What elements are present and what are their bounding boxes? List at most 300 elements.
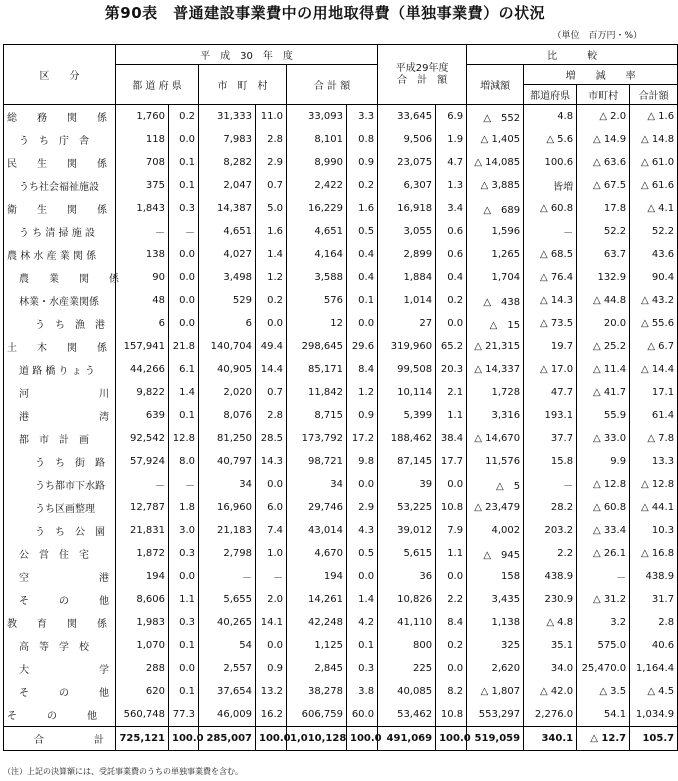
- cell: 8,076: [199, 404, 256, 427]
- cell: 6: [199, 312, 256, 335]
- cell: 9.9: [577, 450, 630, 473]
- cell: △ 33.4: [577, 519, 630, 542]
- table-row: [4, 634, 678, 657]
- cell: △ 3.5: [577, 680, 630, 703]
- cell: 319,960: [378, 335, 436, 358]
- cell: 1.9: [436, 128, 467, 151]
- cell: 800: [378, 634, 436, 657]
- cell: 1.1: [436, 542, 467, 565]
- cell: 42,248: [287, 611, 347, 634]
- cell: 2.2: [436, 588, 467, 611]
- cell: 203.2: [524, 519, 577, 542]
- table-row: [4, 174, 678, 197]
- cell: 1,125: [287, 634, 347, 657]
- cell: 10,826: [378, 588, 436, 611]
- cell: 1,843: [116, 197, 169, 220]
- cell: 37.7: [524, 427, 577, 450]
- cell: 41,110: [378, 611, 436, 634]
- row-label: 大 学: [4, 657, 116, 680]
- row-label: そ の 他: [4, 588, 116, 611]
- cell: 8,101: [287, 128, 347, 151]
- row-label: 空 港: [4, 565, 116, 588]
- cell: 118: [116, 128, 169, 151]
- cell: 0.0: [169, 243, 199, 266]
- cell: 16,229: [287, 197, 347, 220]
- table-row: [4, 381, 678, 404]
- cell: △ 25.2: [577, 335, 630, 358]
- cell: 3,316: [467, 404, 524, 427]
- cell: 92,542: [116, 427, 169, 450]
- cell: 4.3: [347, 519, 378, 542]
- cell: 28.5: [256, 427, 287, 450]
- header-year30: 平 成 30 年 度: [116, 45, 378, 65]
- cell: 17.7: [436, 450, 467, 473]
- cell: 8,282: [199, 151, 256, 174]
- cell: 529: [199, 289, 256, 312]
- cell: 21.8: [169, 335, 199, 358]
- cell: 0.0: [169, 289, 199, 312]
- cell: 5,615: [378, 542, 436, 565]
- table-row: [4, 473, 678, 496]
- header-r-todofuken: 都道府県: [524, 85, 577, 105]
- cell: 21,831: [116, 519, 169, 542]
- row-label: 衛 生 関 係: [4, 197, 116, 220]
- cell: 38,278: [287, 680, 347, 703]
- table-row: [4, 680, 678, 703]
- row-label: 港 湾: [4, 404, 116, 427]
- cell: 0.7: [256, 381, 287, 404]
- cell: △ 14.3: [524, 289, 577, 312]
- cell: 13.3: [630, 450, 678, 473]
- cell: 0.9: [347, 404, 378, 427]
- cell: 31,333: [199, 105, 256, 129]
- cell: 1,760: [116, 105, 169, 129]
- cell: 3.4: [436, 197, 467, 220]
- cell: 0.0: [256, 634, 287, 657]
- row-label: 林業・水産業関係: [4, 289, 116, 312]
- table-row: [4, 335, 678, 358]
- cell: 9.8: [347, 450, 378, 473]
- cell: △ 21,315: [467, 335, 524, 358]
- table-row: [4, 450, 678, 473]
- cell: 194: [287, 565, 347, 588]
- cell: 7.4: [256, 519, 287, 542]
- cell: 1.1: [169, 588, 199, 611]
- cell: 1.4: [256, 243, 287, 266]
- cell: △ 61.0: [630, 151, 678, 174]
- cell: 2,845: [287, 657, 347, 680]
- cell: 4,002: [467, 519, 524, 542]
- cell: 29.6: [347, 335, 378, 358]
- cell: △ 5.6: [524, 128, 577, 151]
- cell: 553,297: [467, 703, 524, 727]
- table-row: [4, 565, 678, 588]
- row-label: う ち 清 掃 施 設: [4, 220, 116, 243]
- cell: 1.3: [436, 174, 467, 197]
- cell: 194: [116, 565, 169, 588]
- cell: 100.0: [256, 727, 287, 751]
- cell: 0.2: [256, 289, 287, 312]
- cell: －: [524, 473, 577, 496]
- cell: 57,924: [116, 450, 169, 473]
- cell: 11,576: [467, 450, 524, 473]
- cell: 2.0: [256, 588, 287, 611]
- cell: 0.0: [169, 565, 199, 588]
- cell: △ 12.7: [577, 727, 630, 751]
- cell: 2,020: [199, 381, 256, 404]
- cell: 3,498: [199, 266, 256, 289]
- cell: 52.2: [630, 220, 678, 243]
- cell: 1,014: [378, 289, 436, 312]
- cell: 1,010,128: [287, 727, 347, 751]
- row-label: う ち 漁 港: [4, 312, 116, 335]
- cell: 皆増: [524, 174, 577, 197]
- cell: 43.6: [630, 243, 678, 266]
- cell: 60.0: [347, 703, 378, 727]
- cell: △ 14,085: [467, 151, 524, 174]
- row-label: う ち 公 園: [4, 519, 116, 542]
- cell: 14,261: [287, 588, 347, 611]
- header-h29: 平成29年度 合 計 額: [378, 45, 467, 105]
- cell: 10.8: [436, 496, 467, 519]
- cell: －: [116, 220, 169, 243]
- cell: 0.4: [436, 266, 467, 289]
- cell: 6.9: [436, 105, 467, 129]
- cell: △ 1.6: [630, 105, 678, 129]
- cell: －: [524, 220, 577, 243]
- cell: 0.0: [169, 266, 199, 289]
- cell: 0.0: [347, 473, 378, 496]
- header-shichoson: 市 町 村: [199, 65, 287, 105]
- cell: 298,645: [287, 335, 347, 358]
- cell: 40.6: [630, 634, 678, 657]
- row-label: 河 川: [4, 381, 116, 404]
- cell: 0.7: [256, 174, 287, 197]
- cell: 438.9: [630, 565, 678, 588]
- cell: 4,027: [199, 243, 256, 266]
- cell: 54.1: [577, 703, 630, 727]
- cell: △ 60.8: [577, 496, 630, 519]
- table-row: [4, 703, 678, 727]
- cell: 0.0: [169, 657, 199, 680]
- cell: 99,508: [378, 358, 436, 381]
- cell: 65.2: [436, 335, 467, 358]
- cell: △ 55.6: [630, 312, 678, 335]
- cell: 340.1: [524, 727, 577, 751]
- cell: 0.1: [169, 680, 199, 703]
- table-row: [4, 220, 678, 243]
- cell: 53,462: [378, 703, 436, 727]
- cell: 725,121: [116, 727, 169, 751]
- cell: △ 6.7: [630, 335, 678, 358]
- cell: 157,941: [116, 335, 169, 358]
- cell: 10.8: [436, 703, 467, 727]
- row-label: 農 林 水 産 業 関 係: [4, 243, 116, 266]
- cell: 620: [116, 680, 169, 703]
- cell: 2.9: [256, 151, 287, 174]
- row-label: 道 路 橋 り ょ う: [4, 358, 116, 381]
- cell: 100.0: [436, 727, 467, 751]
- cell: 140,704: [199, 335, 256, 358]
- cell: 20.3: [436, 358, 467, 381]
- cell: 9,506: [378, 128, 436, 151]
- row-label: うち社会福祉施設: [4, 174, 116, 197]
- cell: 0.9: [256, 657, 287, 680]
- cell: 16,918: [378, 197, 436, 220]
- header-kubun: 区 分: [4, 45, 116, 105]
- row-label: 教 育 関 係: [4, 611, 116, 634]
- table-row: [4, 266, 678, 289]
- cell: 46,009: [199, 703, 256, 727]
- header-hikaku: 比 較: [467, 45, 678, 65]
- cell: 0.1: [169, 404, 199, 427]
- cell: △ 67.5: [577, 174, 630, 197]
- cell: 14,387: [199, 197, 256, 220]
- cell: 491,069: [378, 727, 436, 751]
- table-row: [4, 289, 678, 312]
- cell: 0.0: [436, 473, 467, 496]
- cell: 0.3: [169, 197, 199, 220]
- cell: 85,171: [287, 358, 347, 381]
- cell: 0.1: [169, 174, 199, 197]
- cell: 230.9: [524, 588, 577, 611]
- cell: 61.4: [630, 404, 678, 427]
- cell: 39: [378, 473, 436, 496]
- cell: 100.0: [347, 727, 378, 751]
- cell: 438.9: [524, 565, 577, 588]
- cell: 132.9: [577, 266, 630, 289]
- page-title: 第90表 普通建設事業費中の用地取得費（単独事業費）の状況: [104, 4, 546, 22]
- cell: 2,557: [199, 657, 256, 680]
- cell: 3,055: [378, 220, 436, 243]
- cell: △ 11.4: [577, 358, 630, 381]
- cell: 8,715: [287, 404, 347, 427]
- table-row: [4, 312, 678, 335]
- cell: 40,797: [199, 450, 256, 473]
- cell: 16.2: [256, 703, 287, 727]
- cell: 1,070: [116, 634, 169, 657]
- cell: 77.3: [169, 703, 199, 727]
- cell: 138: [116, 243, 169, 266]
- cell: 13.2: [256, 680, 287, 703]
- cell: 0.9: [347, 151, 378, 174]
- cell: 35.1: [524, 634, 577, 657]
- cell: 2,422: [287, 174, 347, 197]
- cell: －: [199, 565, 256, 588]
- cell: 29,746: [287, 496, 347, 519]
- cell: △ 3,885: [467, 174, 524, 197]
- cell: △ 14,670: [467, 427, 524, 450]
- cell: 8.0: [169, 450, 199, 473]
- cell: 1,596: [467, 220, 524, 243]
- cell: △ 12.8: [577, 473, 630, 496]
- header-zougenritsu: 増 減 率: [524, 65, 678, 85]
- cell: 0.0: [169, 128, 199, 151]
- cell: △ 31.2: [577, 588, 630, 611]
- header-goukei: 合 計 額: [287, 65, 378, 105]
- cell: 36: [378, 565, 436, 588]
- cell: 19.7: [524, 335, 577, 358]
- cell: 0.1: [169, 634, 199, 657]
- cell: 4.7: [436, 151, 467, 174]
- cell: 4,164: [287, 243, 347, 266]
- cell: △ 14.8: [630, 128, 678, 151]
- cell: 2.9: [347, 496, 378, 519]
- cell: 2.1: [436, 381, 467, 404]
- table-row: [4, 427, 678, 450]
- cell: 3.2: [577, 611, 630, 634]
- header-todofuken: 都 道 府 県: [116, 65, 199, 105]
- cell: 11,842: [287, 381, 347, 404]
- cell: 1.0: [256, 542, 287, 565]
- cell: 639: [116, 404, 169, 427]
- cell: 0.0: [347, 312, 378, 335]
- cell: 0.2: [436, 634, 467, 657]
- cell: 14.3: [256, 450, 287, 473]
- cell: 288: [116, 657, 169, 680]
- cell: 53,225: [378, 496, 436, 519]
- cell: 0.3: [347, 657, 378, 680]
- cell: 1,138: [467, 611, 524, 634]
- cell: 20.0: [577, 312, 630, 335]
- cell: 6.0: [256, 496, 287, 519]
- table-row: [4, 519, 678, 542]
- cell: 48: [116, 289, 169, 312]
- cell: 81,250: [199, 427, 256, 450]
- cell: 1.2: [256, 266, 287, 289]
- cell: △ 689: [467, 197, 524, 220]
- cell: －: [577, 565, 630, 588]
- cell: 3.0: [169, 519, 199, 542]
- cell: 8.2: [436, 680, 467, 703]
- cell: 576: [287, 289, 347, 312]
- cell: 1.1: [436, 404, 467, 427]
- cell: 47.7: [524, 381, 577, 404]
- cell: 55.9: [577, 404, 630, 427]
- cell: △ 4.8: [524, 611, 577, 634]
- cell: 4,670: [287, 542, 347, 565]
- cell: 17.1: [630, 381, 678, 404]
- cell: 1.6: [347, 197, 378, 220]
- row-label: う ち 街 路: [4, 450, 116, 473]
- cell: △ 15: [467, 312, 524, 335]
- cell: 3,435: [467, 588, 524, 611]
- cell: △ 14,337: [467, 358, 524, 381]
- cell: △ 14.4: [630, 358, 678, 381]
- cell: 14.1: [256, 611, 287, 634]
- cell: 8.4: [347, 358, 378, 381]
- table-row: [4, 105, 678, 129]
- cell: 0.0: [436, 657, 467, 680]
- cell: 1.8: [169, 496, 199, 519]
- cell: 606,759: [287, 703, 347, 727]
- cell: －: [169, 473, 199, 496]
- cell: 39,012: [378, 519, 436, 542]
- cell: 1,872: [116, 542, 169, 565]
- cell: 2,047: [199, 174, 256, 197]
- cell: 25,470.0: [577, 657, 630, 680]
- cell: 1,034.9: [630, 703, 678, 727]
- cell: △ 7.8: [630, 427, 678, 450]
- cell: 21,183: [199, 519, 256, 542]
- cell: 10.3: [630, 519, 678, 542]
- cell: 90.4: [630, 266, 678, 289]
- cell: 38.4: [436, 427, 467, 450]
- cell: 1.2: [347, 381, 378, 404]
- table-row: [4, 243, 678, 266]
- cell: 173,792: [287, 427, 347, 450]
- cell: 3.3: [347, 105, 378, 129]
- cell: 2.8: [630, 611, 678, 634]
- cell: △ 438: [467, 289, 524, 312]
- table-row: [4, 358, 678, 381]
- cell: 7.9: [436, 519, 467, 542]
- row-label: 都 市 計 画: [4, 427, 116, 450]
- table-row: [4, 128, 678, 151]
- cell: 188,462: [378, 427, 436, 450]
- cell: 1,728: [467, 381, 524, 404]
- cell: 33,093: [287, 105, 347, 129]
- cell: 40,085: [378, 680, 436, 703]
- header-r-goukei: 合計額: [630, 85, 678, 105]
- footnote: （注）上記の決算額には、受託事業費のうちの単独事業費を含む。: [3, 767, 243, 776]
- cell: 0.1: [169, 151, 199, 174]
- cell: 49.4: [256, 335, 287, 358]
- cell: 4,651: [287, 220, 347, 243]
- cell: △ 17.0: [524, 358, 577, 381]
- cell: 0.6: [436, 220, 467, 243]
- table-row: [4, 197, 678, 220]
- cell: 87,145: [378, 450, 436, 473]
- cell: 0.4: [347, 243, 378, 266]
- cell: 5.0: [256, 197, 287, 220]
- row-label: 高 等 学 校: [4, 634, 116, 657]
- cell: 2,276.0: [524, 703, 577, 727]
- cell: 100.6: [524, 151, 577, 174]
- cell: 34: [287, 473, 347, 496]
- cell: △ 73.5: [524, 312, 577, 335]
- cell: 0.0: [256, 312, 287, 335]
- cell: 44,266: [116, 358, 169, 381]
- cell: 0.0: [347, 565, 378, 588]
- table-row: [4, 151, 678, 174]
- cell: 193.1: [524, 404, 577, 427]
- cell: 2,798: [199, 542, 256, 565]
- cell: △ 4.5: [630, 680, 678, 703]
- cell: 43,014: [287, 519, 347, 542]
- cell: △ 68.5: [524, 243, 577, 266]
- cell: 1.4: [169, 381, 199, 404]
- cell: 100.0: [169, 727, 199, 751]
- cell: 0.4: [347, 266, 378, 289]
- total-row: [4, 727, 678, 751]
- row-label: 合 計: [4, 727, 116, 751]
- row-label: 農 業 関 係: [4, 266, 116, 289]
- cell: △ 23,479: [467, 496, 524, 519]
- cell: 105.7: [630, 727, 678, 751]
- cell: 27: [378, 312, 436, 335]
- cell: 17.8: [577, 197, 630, 220]
- header-zougengaku: 増減額: [467, 65, 524, 105]
- cell: 1,265: [467, 243, 524, 266]
- cell: 15.8: [524, 450, 577, 473]
- row-label: そ の 他: [4, 703, 116, 727]
- header-r-shichoson: 市町村: [577, 85, 630, 105]
- table-row: [4, 588, 678, 611]
- cell: 0.0: [169, 312, 199, 335]
- cell: 560,748: [116, 703, 169, 727]
- cell: 6: [116, 312, 169, 335]
